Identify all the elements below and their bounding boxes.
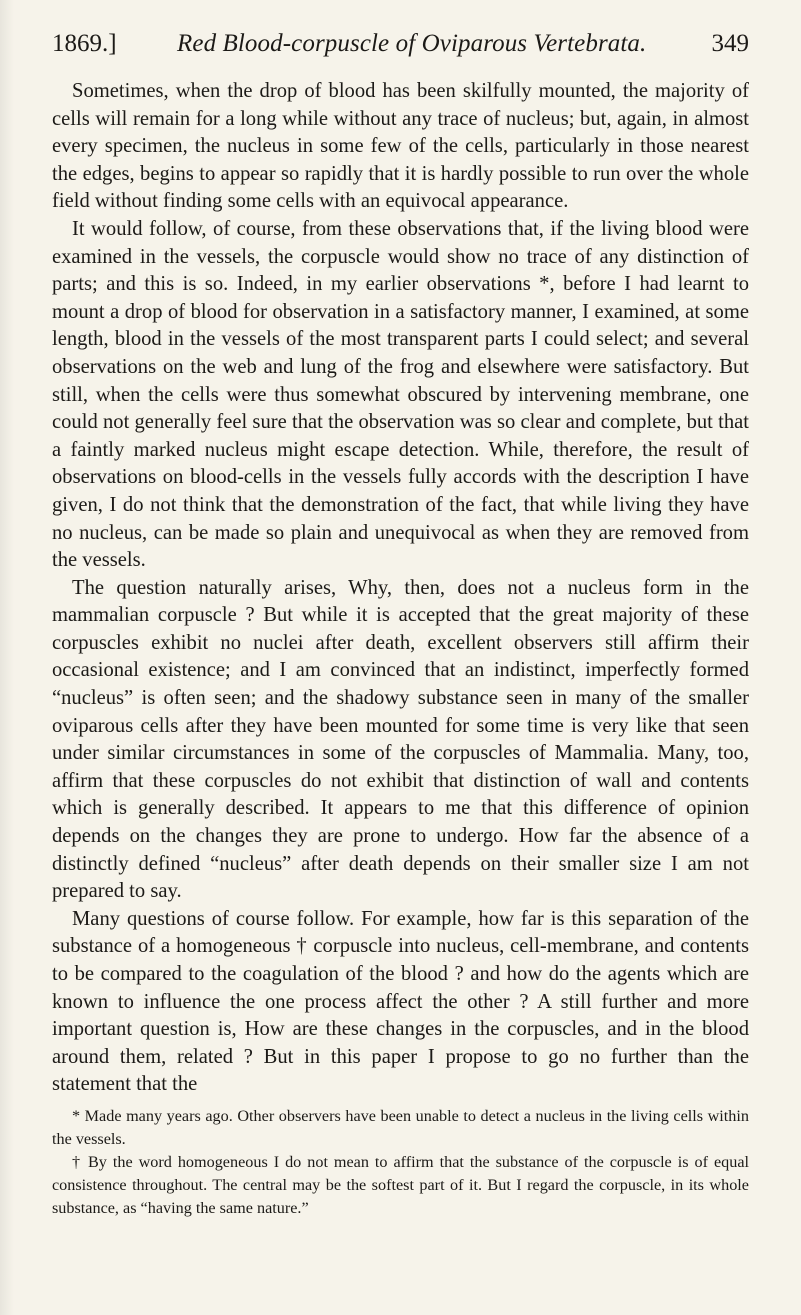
paragraph-2: It would follow, of course, from these observations that, if the living blood were examined in the vessels, the corpuscle would show no trace of any distinction of parts; and this is so. Indeed, in my earlier observations *, before I had learnt to mount a drop of blood for observation in a satisfactory manner, I examined, at some length, blood in the vessels of the most transparent parts I could select; and several observations on the web and lung of the frog and elsewhere were satisfactory. But still, when the cells were thus somewhat obscured by intervening membrane, one could not generally feel sure that the observation was so clear and complete, but that a faintly marked nucleus might escape detection. While, therefore, the result of observations on blood-cells in the vessels fully accords with the description I have given, I do not think that the demonstration of the fact, that while living they have no nucleus, can be made so plain and unequivocal as when they are removed from the vessels. [52,217,749,572]
page-number: 349 [711,30,749,57]
footnote-1: * Made many years ago. Other observers have been unable to detect a nucleus in the living cells within the vessels. [52,1106,749,1148]
header-year: 1869.] [52,30,117,57]
footnotes [52,1105,749,1220]
paragraph-1: Sometimes, when the drop of blood has been skilfully mounted, the majority of cells will remain for a long while without any trace of nucleus; but, again, in almost every specimen, the nucleus in some few of the cells, particularly in those nearest the edges, begins to appear so rapidly that it is hardly possible to run over the whole field without finding some cells with an equivocal appearance. [52,80,749,213]
footnote-2: † By the word homogeneous I do not mean to affirm that the substance of the corpuscle is of equal consistence throughout. The central may be the softest part of it. But I regard the corpuscle, in its whole substance, as “having the same nature.” [52,1152,749,1217]
body-text [52,78,749,1099]
page-gutter-shadow [0,0,14,1315]
paragraph-3: The question naturally arises, Why, then, does not a nucleus form in the mammalian corpuscle ? But while it is accepted that the great majority of these corpuscles exhibit no nuclei after death, excellent observers still affirm their occasional existence; and I am convinced that an indistinct, imperfectly formed “nucleus” is often seen; and the shadowy substance seen in many of the smaller oviparous cells after they have been mounted for some time is very like that seen under similar circumstances in some of the corpuscles of Mammalia. Many, too, affirm that these corpuscles do not exhibit that distinction of wall and contents which is generally described. It appears to me that this difference of opinion depends on the changes they are prone to undergo. How far the absence of a distinctly defined “nucleus” after death depends on their smaller size I am not prepared to say. [52,576,749,903]
running-title: Red Blood-corpuscle of Oviparous Vertebrata. [177,30,647,57]
running-header [52,22,749,66]
paragraph-4: Many questions of course follow. For example, how far is this separation of the substance of a homogeneous † corpuscle into nucleus, cell-membrane, and contents to be compared to the coagulation of the blood ? and how do the agents which are known to influence the one process affect the other ? A still further and more important question is, How are these changes in the corpuscles, and in the blood around them, related ? But in this paper I propose to go no further than the statement that the [52,907,749,1096]
